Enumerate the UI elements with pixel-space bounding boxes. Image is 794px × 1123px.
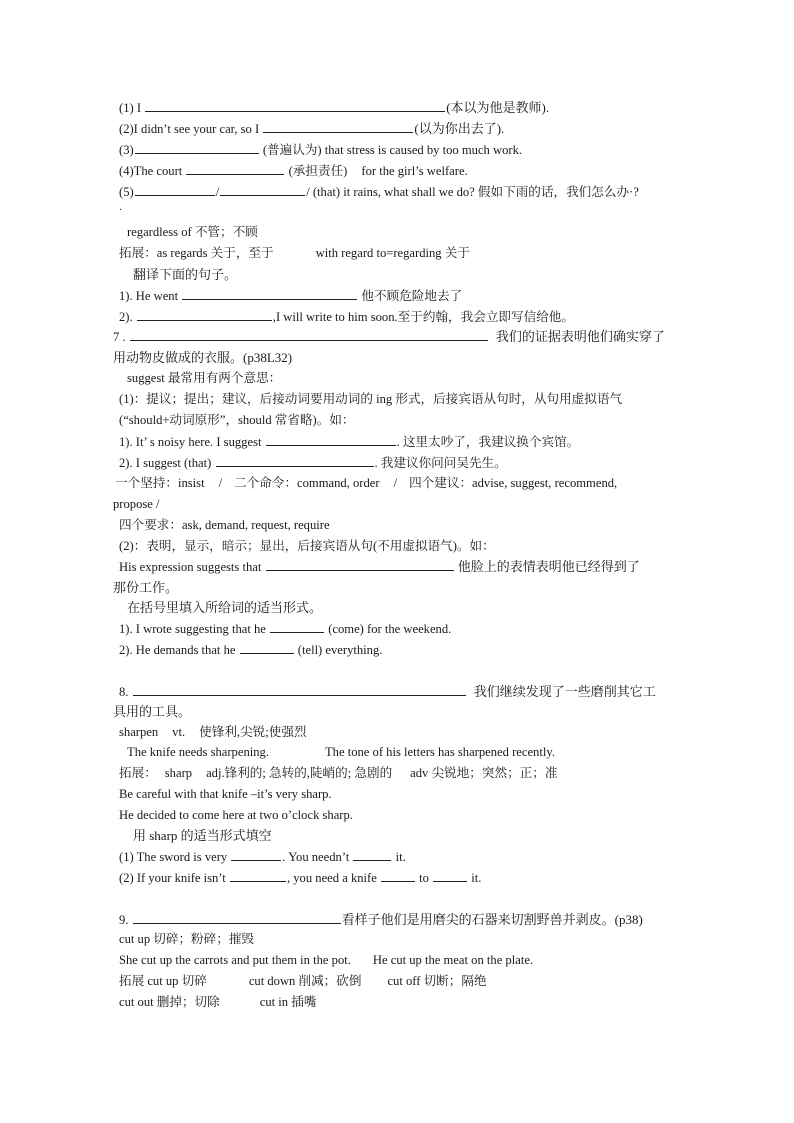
- exercise-line-4: (4)The court (承担责任) for the girl’s welfare.: [119, 164, 468, 178]
- fill-line-1: 1). I wrote suggesting that he (come) for the weekend.: [119, 622, 452, 636]
- his-expression-line: His expression suggests that 他脸上的表情表明他已经得到了: [119, 559, 640, 574]
- item-7-cn-cont: 用动物皮做成的衣服。(p38L32): [113, 350, 293, 365]
- cut-up-examples: She cut up the carrots and put them in the pot. He cut up the meat on the plate.: [119, 953, 534, 967]
- answer-blank[interactable]: [186, 162, 284, 175]
- stray-dot: ·: [119, 205, 123, 216]
- item-9-line: 9. 看样子他们是用磨尖的石器来切割野兽并剥皮。(p38): [119, 912, 643, 927]
- answer-blank[interactable]: [230, 869, 286, 882]
- his-expression-cont: 那份工作。: [113, 580, 179, 595]
- answer-blank[interactable]: [133, 911, 341, 924]
- exercise-line-5: (5) / / (that) it rains, what shall we do? 假如下雨的话，我们怎么办·?: [119, 185, 639, 199]
- item-7-line: 7 . 我们的证据表明他们确实穿了: [113, 329, 665, 344]
- exercise-line-3: (3) (普遍认为) that stress is caused by too much work.: [119, 143, 523, 157]
- rule-requirements: 四个要求：ask, demand, request, require: [119, 518, 330, 532]
- rule-line-cont: propose /: [113, 497, 160, 511]
- answer-blank[interactable]: [240, 641, 294, 654]
- sharp-example-2: He decided to come here at two o’clock sharp.: [119, 808, 353, 822]
- answer-blank[interactable]: [353, 848, 391, 861]
- answer-blank[interactable]: [216, 454, 374, 467]
- answer-blank[interactable]: [433, 869, 467, 882]
- translate-title: 翻译下面的句子。: [133, 267, 238, 282]
- answer-blank[interactable]: [263, 120, 413, 133]
- suggest-meaning-1-cont: (“should+动词原形”，should 常省略)。如：: [119, 413, 355, 427]
- answer-blank[interactable]: [182, 287, 357, 300]
- answer-blank[interactable]: [133, 683, 466, 696]
- translate-line-1: 1). He went 他不顾危险地去了: [119, 289, 463, 303]
- cut-extension-1: 拓展 cut up 切碎 cut down 削减；砍倒 cut off 切断；隔绝: [119, 974, 487, 988]
- suggest-title: suggest 最常用有两个意思：: [127, 371, 282, 385]
- sharp-extension: 拓展： sharp adj.锋利的; 急转的,陡峭的; 急剧的 adv 尖锐地；突然；正；准: [119, 766, 558, 780]
- sharp-fill-1: (1) The sword is very . You needn’t it.: [119, 850, 406, 864]
- answer-blank[interactable]: [266, 558, 454, 571]
- suggest-example-2: 2). I suggest (that) . 我建议你问问吴先生。: [119, 456, 507, 470]
- fill-line-2: 2). He demands that he (tell) everything.: [119, 643, 383, 657]
- answer-blank[interactable]: [130, 328, 488, 341]
- answer-blank[interactable]: [220, 183, 305, 196]
- fill-title: 在括号里填入所给词的适当形式。: [127, 600, 323, 615]
- answer-blank[interactable]: [145, 99, 445, 112]
- answer-blank[interactable]: [266, 433, 396, 446]
- extension-line: 拓展：as regards 关于，至于 with regard to=regarding 关于: [119, 246, 470, 260]
- cut-extension-2: cut out 删掉；切除 cut in 插嘴: [119, 995, 317, 1009]
- suggest-meaning-2: (2)：表明，显示，暗示；显出，后接宾语从句(不用虚拟语气)。如：: [119, 539, 495, 553]
- answer-blank[interactable]: [135, 183, 215, 196]
- item-8-line: 8. 我们继续发现了一些磨削其它工: [119, 684, 656, 699]
- exercise-line-2: (2)I didn’t see your car, so I (以为你出去了).: [119, 121, 505, 136]
- cut-up-def: cut up 切碎；粉碎；摧毁: [119, 932, 255, 946]
- sharpen-line: sharpen vt. 使锋利,尖锐;使强烈: [119, 725, 307, 739]
- sharp-example-1: Be careful with that knife –it’s very sharp.: [119, 787, 332, 801]
- translate-line-2: 2). ,I will write to him soon.至于约翰，我会立即写信给他。: [119, 310, 574, 324]
- answer-blank[interactable]: [231, 848, 281, 861]
- sharpen-examples: The knife needs sharpening. The tone of his letters has sharpened recently.: [127, 745, 555, 759]
- suggest-example-1: 1). It’ s noisy here. I suggest . 这里太吵了，我建议换个宾馆。: [119, 435, 580, 449]
- rule-line: 一个坚持：insist / 二个命令：command, order / 四个建议：advise, suggest, recommend,: [115, 476, 618, 490]
- suggest-meaning-1: (1)：提议；提出；建议，后接动词要用动词的 ing 形式，后接宾语从句时，从句用虚拟语气: [119, 392, 623, 406]
- sharp-fill-title: 用 sharp 的适当形式填空: [133, 828, 272, 843]
- answer-blank[interactable]: [137, 308, 272, 321]
- exercise-line-1: (1) I (本以为他是教师).: [119, 100, 550, 115]
- answer-blank[interactable]: [135, 141, 259, 154]
- vocab-regardless: regardless of 不管；不顾: [127, 225, 258, 239]
- sharp-fill-2: (2) If your knife isn’t , you need a knife to it.: [119, 871, 482, 885]
- answer-blank[interactable]: [270, 620, 324, 633]
- answer-blank[interactable]: [381, 869, 415, 882]
- item-8-cn-cont: 具用的工具。: [113, 704, 192, 719]
